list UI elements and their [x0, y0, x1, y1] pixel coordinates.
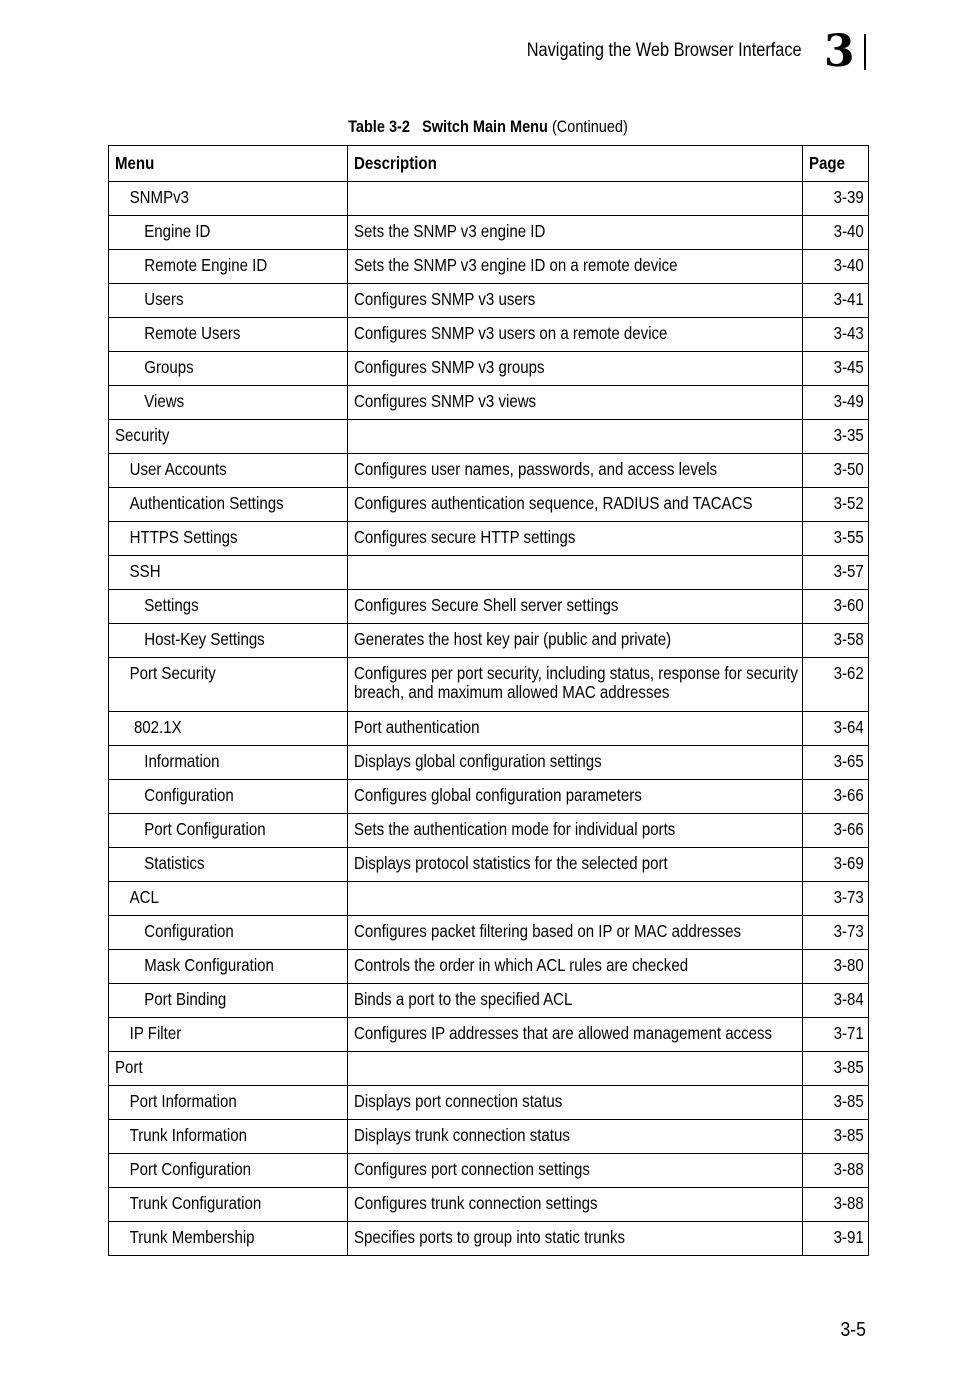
page-cell: 3-35	[803, 420, 869, 454]
description-cell: Configures IP addresses that are allowed management access	[348, 1018, 803, 1052]
description-cell	[348, 556, 803, 590]
description-cell: Configures SNMP v3 users	[348, 284, 803, 318]
page-cell: 3-39	[803, 182, 869, 216]
page-cell: 3-55	[803, 522, 869, 556]
page-cell: 3-91	[803, 1222, 869, 1256]
switch-main-menu-table	[108, 145, 869, 1256]
description-cell: Configures global configuration parameters	[348, 780, 803, 814]
page-cell: 3-80	[803, 950, 869, 984]
description-cell: Generates the host key pair (public and private)	[348, 624, 803, 658]
description-cell: Displays global configuration settings	[348, 746, 803, 780]
table-row	[109, 556, 869, 590]
menu-cell: Port Information	[109, 1086, 348, 1120]
page-cell: 3-45	[803, 352, 869, 386]
table-row	[109, 454, 869, 488]
menu-cell: Port Security	[109, 658, 348, 712]
table-row	[109, 1222, 869, 1256]
menu-cell: Port Configuration	[109, 1154, 348, 1188]
menu-cell: Views	[109, 386, 348, 420]
page-cell: 3-71	[803, 1018, 869, 1052]
table-row	[109, 746, 869, 780]
menu-cell: Groups	[109, 352, 348, 386]
table-row	[109, 216, 869, 250]
table-row	[109, 780, 869, 814]
description-cell: Configures authentication sequence, RADIUS and TACACS	[348, 488, 803, 522]
menu-cell: Engine ID	[109, 216, 348, 250]
page-cell: 3-85	[803, 1052, 869, 1086]
page-cell: 3-64	[803, 712, 869, 746]
header-title: Navigating the Web Browser Interface	[527, 40, 802, 61]
description-cell: Configures SNMP v3 groups	[348, 352, 803, 386]
page-cell: 3-40	[803, 250, 869, 284]
table-row	[109, 1018, 869, 1052]
page-cell: 3-58	[803, 624, 869, 658]
page-cell: 3-69	[803, 848, 869, 882]
description-cell: Displays trunk connection status	[348, 1120, 803, 1154]
description-cell	[348, 420, 803, 454]
table-header-row	[109, 146, 869, 182]
column-header-page: Page	[803, 146, 869, 182]
description-cell: Specifies ports to group into static trunks	[348, 1222, 803, 1256]
table-row	[109, 352, 869, 386]
table-caption-suffix: (Continued)	[552, 118, 628, 136]
page-cell: 3-43	[803, 318, 869, 352]
page-cell: 3-66	[803, 814, 869, 848]
table-row	[109, 1052, 869, 1086]
table-row	[109, 712, 869, 746]
description-cell: Port authentication	[348, 712, 803, 746]
menu-cell: Settings	[109, 590, 348, 624]
description-cell: Sets the SNMP v3 engine ID	[348, 216, 803, 250]
menu-cell: Host-Key Settings	[109, 624, 348, 658]
description-cell: Configures trunk connection settings	[348, 1188, 803, 1222]
page-cell: 3-41	[803, 284, 869, 318]
description-cell	[348, 882, 803, 916]
menu-cell: Remote Users	[109, 318, 348, 352]
menu-cell: Port Configuration	[109, 814, 348, 848]
table-caption-label: Table 3-2	[348, 118, 410, 136]
menu-cell: ACL	[109, 882, 348, 916]
table-row	[109, 488, 869, 522]
menu-cell: Statistics	[109, 848, 348, 882]
table-row	[109, 814, 869, 848]
menu-cell: SSH	[109, 556, 348, 590]
menu-cell: Users	[109, 284, 348, 318]
description-cell: Binds a port to the specified ACL	[348, 984, 803, 1018]
description-cell: Configures port connection settings	[348, 1154, 803, 1188]
table-row	[109, 848, 869, 882]
menu-cell: IP Filter	[109, 1018, 348, 1052]
description-cell: Configures per port security, including status, response for security breach, and maximum allowed MAC addresses	[348, 658, 803, 712]
table-row	[109, 950, 869, 984]
menu-cell: HTTPS Settings	[109, 522, 348, 556]
menu-cell: Mask Configuration	[109, 950, 348, 984]
description-cell: Sets the SNMP v3 engine ID on a remote device	[348, 250, 803, 284]
page-cell: 3-50	[803, 454, 869, 488]
menu-cell: Trunk Configuration	[109, 1188, 348, 1222]
menu-cell: Security	[109, 420, 348, 454]
page-cell: 3-85	[803, 1120, 869, 1154]
description-cell: Configures user names, passwords, and access levels	[348, 454, 803, 488]
menu-cell: Remote Engine ID	[109, 250, 348, 284]
chapter-number: 3	[824, 26, 855, 77]
page-cell: 3-85	[803, 1086, 869, 1120]
page-cell: 3-57	[803, 556, 869, 590]
table-caption	[108, 117, 868, 137]
menu-cell: Configuration	[109, 916, 348, 950]
page-cell: 3-84	[803, 984, 869, 1018]
description-cell: Displays port connection status	[348, 1086, 803, 1120]
description-cell	[348, 182, 803, 216]
menu-cell: Trunk Information	[109, 1120, 348, 1154]
page-cell: 3-60	[803, 590, 869, 624]
chapter-divider	[864, 34, 866, 70]
table-row	[109, 624, 869, 658]
page-cell: 3-66	[803, 780, 869, 814]
description-cell: Displays protocol statistics for the selected port	[348, 848, 803, 882]
page-cell: 3-88	[803, 1188, 869, 1222]
table-row	[109, 658, 869, 712]
menu-cell: Information	[109, 746, 348, 780]
table-row	[109, 984, 869, 1018]
table-row	[109, 420, 869, 454]
menu-cell: User Accounts	[109, 454, 348, 488]
table-row	[109, 916, 869, 950]
page-cell: 3-65	[803, 746, 869, 780]
description-cell: Configures packet filtering based on IP or MAC addresses	[348, 916, 803, 950]
menu-cell: Authentication Settings	[109, 488, 348, 522]
table-row	[109, 1120, 869, 1154]
menu-cell: Configuration	[109, 780, 348, 814]
page-cell: 3-73	[803, 916, 869, 950]
description-cell: Controls the order in which ACL rules are checked	[348, 950, 803, 984]
description-cell: Configures SNMP v3 views	[348, 386, 803, 420]
menu-cell: Port Binding	[109, 984, 348, 1018]
table-row	[109, 1188, 869, 1222]
column-header-description: Description	[348, 146, 803, 182]
page-cell: 3-62	[803, 658, 869, 712]
page-cell: 3-73	[803, 882, 869, 916]
page-cell: 3-49	[803, 386, 869, 420]
menu-cell: Port	[109, 1052, 348, 1086]
table-row	[109, 386, 869, 420]
table-row	[109, 882, 869, 916]
description-cell	[348, 1052, 803, 1086]
column-header-menu: Menu	[109, 146, 348, 182]
table-row	[109, 182, 869, 216]
table-caption-title: Switch Main Menu	[422, 118, 548, 136]
page-number: 3-5	[840, 1319, 866, 1341]
page-cell: 3-52	[803, 488, 869, 522]
description-cell: Configures SNMP v3 users on a remote device	[348, 318, 803, 352]
table-row	[109, 318, 869, 352]
table-row	[109, 250, 869, 284]
page-cell: 3-88	[803, 1154, 869, 1188]
description-cell: Configures secure HTTP settings	[348, 522, 803, 556]
table-row	[109, 522, 869, 556]
table-row	[109, 1086, 869, 1120]
description-cell: Sets the authentication mode for individual ports	[348, 814, 803, 848]
menu-cell: 802.1X	[109, 712, 348, 746]
description-cell: Configures Secure Shell server settings	[348, 590, 803, 624]
table-row	[109, 284, 869, 318]
menu-cell: SNMPv3	[109, 182, 348, 216]
menu-cell: Trunk Membership	[109, 1222, 348, 1256]
table-row	[109, 1154, 869, 1188]
table-row	[109, 590, 869, 624]
page-cell: 3-40	[803, 216, 869, 250]
